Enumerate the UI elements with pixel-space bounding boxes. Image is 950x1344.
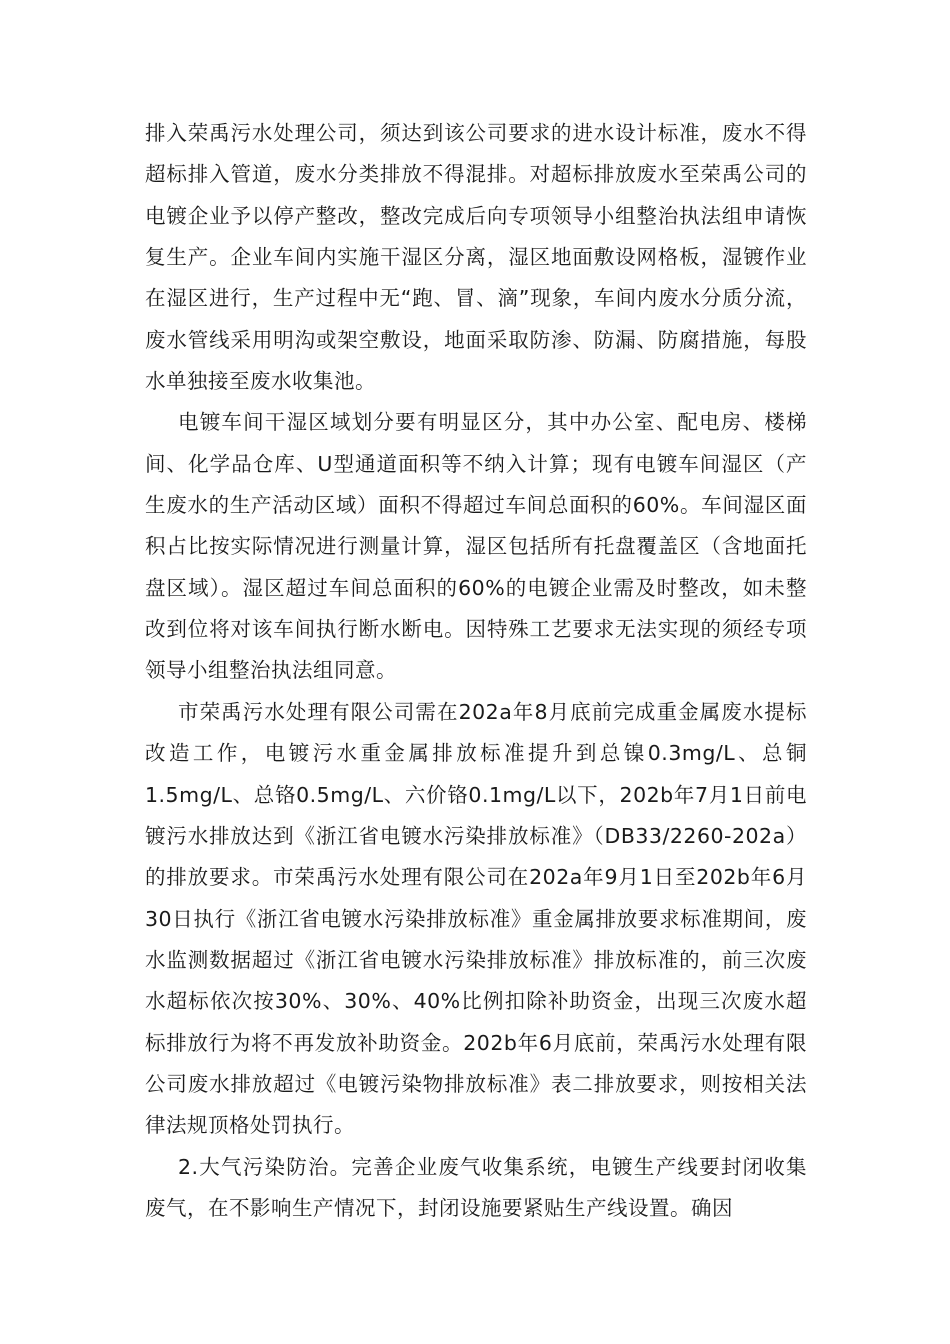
document-body xyxy=(145,113,807,1229)
paragraph-air-pollution: 2.大气污染防治。完善企业废气收集系统，电镀生产线要封闭收集废气，在不影响生产情况下，封闭设施要紧贴生产线设置。确因 xyxy=(145,1154,807,1220)
paragraph-heavy-metal-standards: 市荣禹污水处理有限公司需在202a年8月底前完成重金属废水提标改造工作，电镀污水重金属排放标准提升到总镍0.3mg/L、总铜1.5mg/L、总铬0.5mg/L、六价铬0.1mg/L以下，202b年7月1日前电镀污水排放达到《浙江省电镀水污染排放标准》（DB33/2260-202a）的排放要求。市荣禹污水处理有限公司在202a年9月1日至202b年6月30日执行《浙江省电镀水污染排放标准》重金属排放要求标准期间，废水监测数据超过《浙江省电镀水污染排放标准》排放标准的，前三次废水超标依次按30%、30%、40%比例扣除补助资金，出现三次废水超标排放行为将不再发放补助资金。202b年6月底前，荣禹污水处理有限公司废水排放超过《电镀污染物排放标准》表二排放要求，则按相关法律法规顶格处罚执行。 xyxy=(145,699,807,1138)
paragraph-wet-dry-zoning: 电镀车间干湿区域划分要有明显区分，其中办公室、配电房、楼梯间、化学品仓库、U型通道面积等不纳入计算；现有电镀车间湿区（产生废水的生产活动区域）面积不得超过车间总面积的60%。车间湿区面积占比按实际情况进行测量计算，湿区包括所有托盘覆盖区（含地面托盘区域）。湿区超过车间总面积的60%的电镀企业需及时整改，如未整改到位将对该车间执行断水断电。因特殊工艺要求无法实现的须经专项领导小组整治执法组同意。 xyxy=(145,410,807,683)
paragraph-wastewater-discharge: 排入荣禹污水处理公司，须达到该公司要求的进水设计标准，废水不得超标排入管道，废水分类排放不得混排。对超标排放废水至荣禹公司的电镀企业予以停产整改，整改完成后向专项领导小组整治执法组申请恢复生产。企业车间内实施干湿区分离，湿区地面敷设网格板，湿镀作业在湿区进行，生产过程中无“跑、冒、滴”现象，车间内废水分质分流，废水管线采用明沟或架空敷设，地面采取防渗、防漏、防腐措施，每股水单独接至废水收集池。 xyxy=(145,121,807,394)
